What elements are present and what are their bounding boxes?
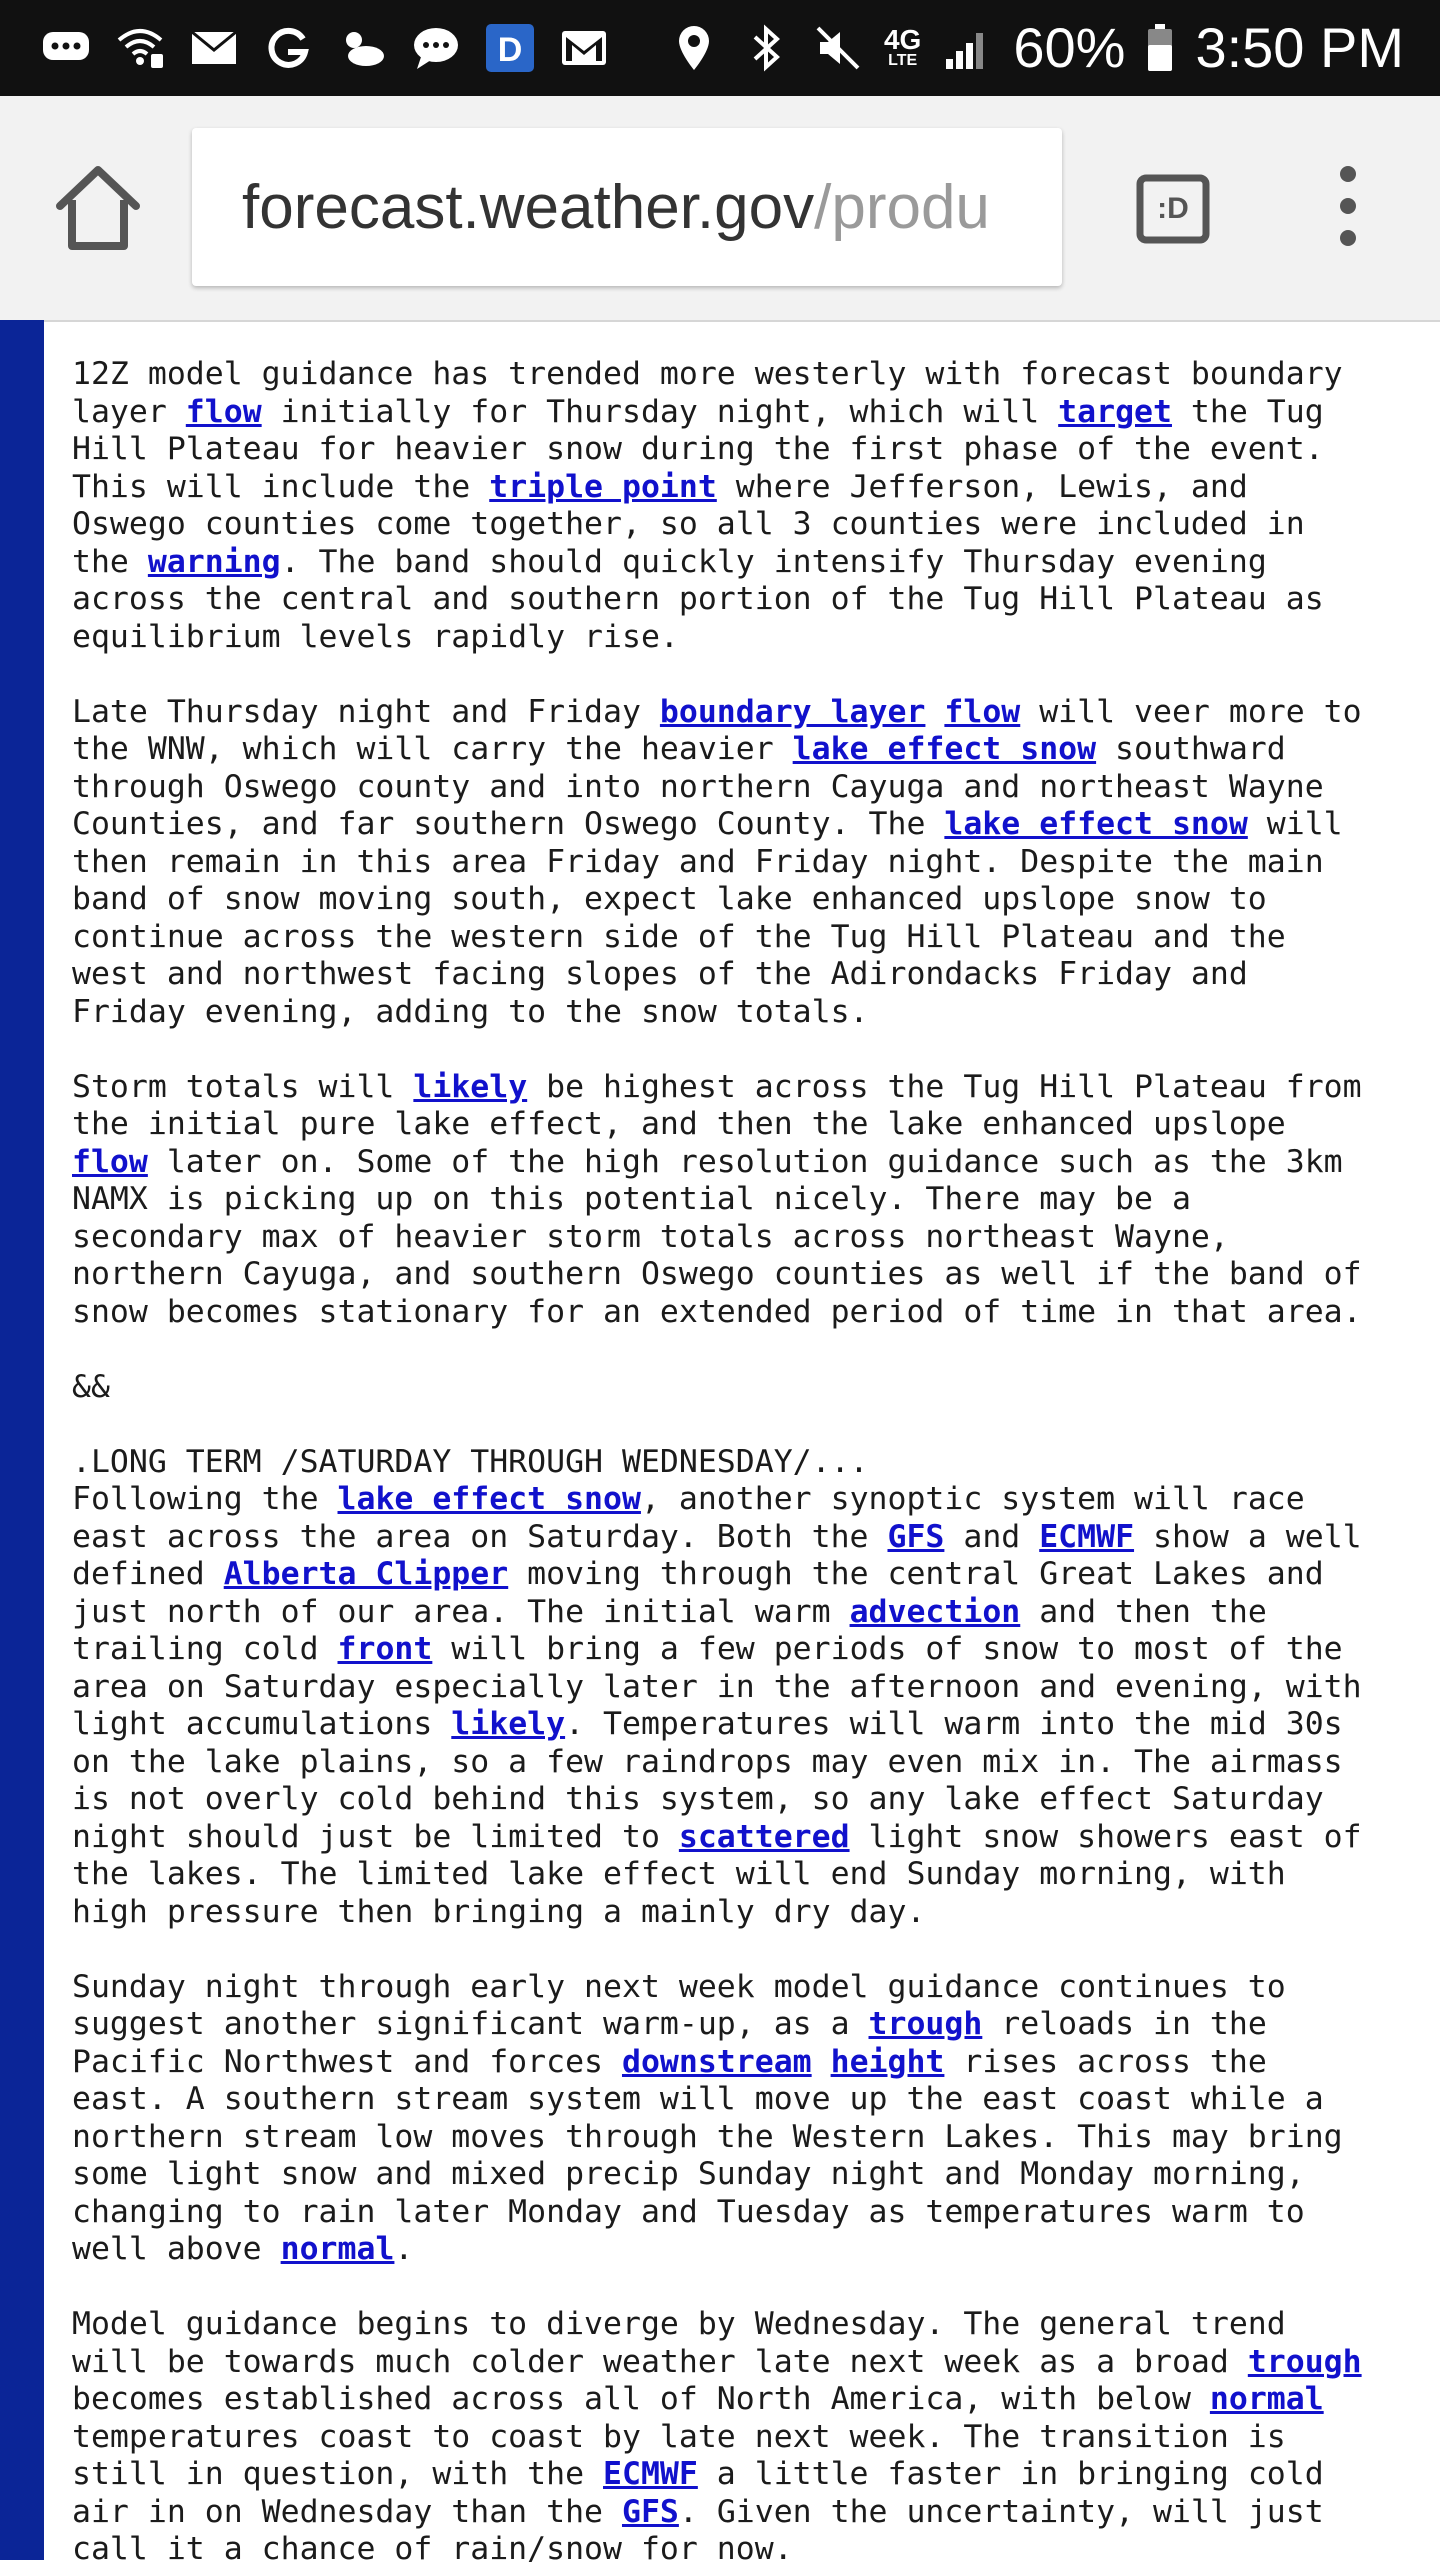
glossary-link[interactable]: ECMWF <box>1039 1518 1135 1555</box>
text-segment: still in question, with the <box>72 2456 604 2492</box>
glossary-link[interactable]: flow <box>72 1143 148 1180</box>
message-icon <box>40 22 92 74</box>
status-bar <box>0 0 1440 96</box>
text-line <box>72 506 1432 544</box>
glossary-link[interactable]: GFS <box>887 1518 945 1555</box>
text-line <box>72 919 1432 957</box>
text-segment: across the central and southern portion of the Tug Hill Plateau as <box>72 581 1324 617</box>
text-segment: and <box>944 1518 1040 1555</box>
home-icon <box>50 160 146 256</box>
text-segment: defined <box>72 1556 224 1592</box>
network-label: 4G <box>883 24 922 55</box>
text-segment: will be towards much colder weather late next week as a broad <box>72 2343 1248 2380</box>
text-segment: temperatures coast to coast by late next week. The transition is <box>72 2418 1286 2455</box>
text-segment: rises across the <box>944 2043 1267 2080</box>
glossary-link[interactable]: likely <box>413 1068 528 1105</box>
text-segment <box>925 694 944 730</box>
text-line <box>72 581 1432 619</box>
text-segment: Pacific Northwest and forces <box>72 2043 622 2080</box>
text-segment: well above <box>72 2231 281 2267</box>
glossary-link[interactable]: boundary layer <box>659 693 926 730</box>
text-segment: the WNW, which will carry the heavier <box>72 731 793 767</box>
glossary-link[interactable]: lake effect snow <box>944 806 1248 842</box>
url-host: forecast.weather.gov <box>242 173 815 242</box>
more-vertical-icon <box>1320 156 1376 256</box>
url-text <box>242 173 990 243</box>
paragraph <box>72 694 1432 1032</box>
text-segment: east across the area on Saturday. Both the <box>72 1518 888 1555</box>
glossary-link[interactable]: lake effect snow <box>792 731 1097 767</box>
home-button[interactable] <box>50 160 146 256</box>
text-segment: some light snow and mixed precip Sunday night and Monday morning, <box>72 2156 1305 2192</box>
text-segment: This will include the <box>72 468 490 505</box>
text-segment: be highest across the Tug Hill Plateau from <box>527 1068 1362 1105</box>
text-segment: light snow showers east of <box>849 1818 1362 1855</box>
glossary-link[interactable]: likely <box>451 1706 566 1742</box>
location-icon <box>668 22 720 74</box>
text-line <box>72 2194 1432 2232</box>
text-segment: && <box>72 1368 110 1405</box>
text-segment: reloads in the <box>982 2006 1267 2042</box>
text-line <box>72 1444 1432 1482</box>
text-line <box>72 1519 1432 1557</box>
glossary-link[interactable]: Alberta Clipper <box>223 1556 509 1592</box>
text-segment: . Temperatures will warm into the mid 30s <box>565 1706 1343 1742</box>
text-segment: Late Thursday night and Friday <box>72 693 660 730</box>
paragraph <box>72 1444 1432 1932</box>
text-segment: equilibrium levels rapidly rise. <box>72 618 679 655</box>
svg-text:D: D <box>497 31 523 69</box>
overflow-menu-button[interactable] <box>1320 156 1376 256</box>
text-line <box>72 2494 1432 2532</box>
glossary-link[interactable]: front <box>337 1631 433 1667</box>
text-segment: a little faster in bringing cold <box>697 2456 1324 2492</box>
text-segment: night should just be limited to <box>72 1818 679 1855</box>
text-line <box>72 544 1432 582</box>
forecast-discussion-text <box>72 356 1432 2569</box>
text-line <box>72 1144 1432 1182</box>
paragraph-gap <box>72 2269 1432 2307</box>
text-segment: . <box>394 2231 414 2267</box>
text-line <box>72 2156 1432 2194</box>
text-segment: Counties, and far southern Oswego County. The <box>72 806 945 842</box>
text-line <box>72 2381 1432 2419</box>
text-line <box>72 1481 1432 1519</box>
tab-switcher-button[interactable] <box>1136 174 1210 244</box>
text-segment: southward <box>1096 731 1286 767</box>
text-line <box>72 1069 1432 1107</box>
text-line <box>72 769 1432 807</box>
weather-icon <box>336 22 388 74</box>
text-segment: .LONG TERM /SATURDAY THROUGH WEDNESDAY/... <box>72 1443 869 1480</box>
text-segment: will veer more to <box>1020 693 1362 730</box>
text-line <box>72 2006 1432 2044</box>
signal-icon <box>941 22 993 74</box>
paragraph-gap <box>72 1931 1432 1969</box>
text-segment: later on. Some of the high resolution guidance such as the 3km <box>147 1143 1343 1180</box>
text-segment: Hill Plateau for heavier snow during the first phase of the event. <box>72 431 1324 467</box>
battery-icon <box>1145 22 1175 74</box>
text-line <box>72 1669 1432 1707</box>
text-segment: trailing cold <box>72 1631 338 1667</box>
battery-percent: 60% <box>1013 16 1126 79</box>
text-line <box>72 1181 1432 1219</box>
glossary-link[interactable]: warning <box>147 543 281 580</box>
text-line <box>72 806 1432 844</box>
network-sublabel: LTE <box>888 52 918 69</box>
text-segment: NAMX is picking up on this potential nicely. There may be a <box>72 1181 1191 1217</box>
text-line <box>72 619 1432 657</box>
text-line <box>72 1556 1432 1594</box>
text-segment: call it a chance of rain/snow for now. <box>72 2531 793 2567</box>
mail-icon <box>188 22 240 74</box>
text-segment: Following the <box>72 1481 338 1517</box>
text-segment: snow becomes stationary for an extended period of time in that area. <box>72 1293 1362 1330</box>
glossary-link[interactable]: normal <box>1209 2381 1324 2417</box>
text-line <box>72 1969 1432 2007</box>
browser-toolbar <box>0 96 1440 322</box>
text-line <box>72 2456 1432 2494</box>
text-line <box>72 2531 1432 2569</box>
text-line <box>72 1106 1432 1144</box>
text-segment: initially for Thursday night, which will <box>261 393 1059 430</box>
paragraph <box>72 356 1432 656</box>
glossary-link[interactable]: ECMWF <box>603 2456 698 2492</box>
paragraph-gap <box>72 1331 1432 1369</box>
text-segment: show a well <box>1134 1518 1362 1555</box>
chat-icon <box>410 22 462 74</box>
network-type <box>883 24 922 69</box>
text-segment: northern Cayuga, and southern Oswego counties as well if the band of <box>72 1256 1362 1292</box>
paragraph <box>72 1369 1432 1407</box>
text-line <box>72 994 1432 1032</box>
text-line <box>72 356 1432 394</box>
text-segment: and then the <box>1020 1593 1267 1630</box>
text-line <box>72 694 1432 732</box>
text-segment: on the lake plains, so a few raindrops may even mix in. The airmass <box>72 1743 1343 1780</box>
left-nav-bar <box>0 320 44 2560</box>
glossary-link[interactable]: normal <box>280 2231 395 2267</box>
text-segment: . Given the uncertainty, will just <box>678 2493 1324 2530</box>
gmail-icon <box>558 22 610 74</box>
text-line <box>72 881 1432 919</box>
text-segment: . The band should quickly intensify Thursday evening <box>280 543 1267 580</box>
text-segment: east. A southern stream system will move up the east coast while a <box>72 2081 1324 2117</box>
glossary-link[interactable]: height <box>830 2043 945 2080</box>
text-line <box>72 1856 1432 1894</box>
text-segment: band of snow moving south, expect lake enhanced upslope snow to <box>72 881 1267 917</box>
text-line <box>72 1706 1432 1744</box>
text-line <box>72 2344 1432 2382</box>
text-segment: secondary max of heavier storm totals across northeast Wayne, <box>72 1218 1229 1255</box>
glossary-link[interactable]: GFS <box>621 2493 679 2530</box>
text-segment: through Oswego county and into northern Cayuga and northeast Wayne <box>72 768 1324 805</box>
text-line <box>72 1631 1432 1669</box>
text-line <box>72 469 1432 507</box>
text-segment: , another synoptic system will race <box>640 1481 1305 1517</box>
url-path: /produ <box>814 173 990 242</box>
text-segment: changing to rain later Monday and Tuesday as temperatures warm to <box>72 2193 1305 2230</box>
text-segment: Friday evening, adding to the snow totals. <box>72 993 869 1030</box>
text-segment: the lakes. The limited lake effect will end Sunday morning, with <box>72 1856 1286 1892</box>
text-line <box>72 1369 1432 1407</box>
mute-icon <box>812 22 864 74</box>
text-segment: suggest another significant warm-up, as a <box>72 2006 869 2042</box>
text-segment: is not overly cold behind this system, so any lake effect Saturday <box>72 1781 1324 1817</box>
address-bar[interactable] <box>192 128 1062 286</box>
text-segment: moving through the central Great Lakes and <box>508 1556 1324 1592</box>
text-segment: west and northwest facing slopes of the Adirondacks Friday and <box>72 956 1248 992</box>
glossary-link[interactable]: advection <box>849 1593 1021 1630</box>
clock: 3:50 PM <box>1195 16 1404 79</box>
glossary-link[interactable]: triple point <box>489 468 717 505</box>
glossary-link[interactable]: flow <box>944 693 1021 730</box>
system-icons <box>668 16 1404 79</box>
text-segment: will bring a few periods of snow to most of the <box>432 1631 1343 1667</box>
text-segment: air in on Wednesday than the <box>72 2493 622 2530</box>
glossary-link[interactable]: flow <box>185 393 262 430</box>
notification-icons <box>40 20 610 76</box>
google-icon <box>262 22 314 74</box>
text-line <box>72 1894 1432 1932</box>
text-segment: layer <box>72 393 186 430</box>
text-line <box>72 956 1432 994</box>
text-line <box>72 2044 1432 2082</box>
glossary-link[interactable]: trough <box>868 2006 983 2042</box>
text-segment: Model guidance begins to diverge by Wednesday. The general trend <box>72 2306 1286 2342</box>
paragraph-gap <box>72 1406 1432 1444</box>
text-segment: the initial pure lake effect, and then the lake enhanced upslope <box>72 1106 1286 1142</box>
text-line <box>72 1256 1432 1294</box>
wifi-call-icon <box>114 22 166 74</box>
text-segment: Storm totals will <box>72 1068 414 1105</box>
text-line <box>72 844 1432 882</box>
glossary-link[interactable]: lake effect snow <box>337 1481 641 1517</box>
text-line <box>72 431 1432 469</box>
text-line <box>72 1219 1432 1257</box>
text-segment: then remain in this area Friday and Friday night. Despite the main <box>72 843 1324 880</box>
text-line <box>72 2081 1432 2119</box>
text-segment: area on Saturday especially later in the afternoon and evening, with <box>72 1668 1362 1705</box>
text-line <box>72 2231 1432 2269</box>
text-segment: becomes established across all of North America, with below <box>72 2381 1210 2417</box>
text-segment: the <box>72 543 148 580</box>
text-segment: northern stream low moves through the Western Lakes. This may bring <box>72 2118 1343 2155</box>
bluetooth-icon <box>740 22 792 74</box>
text-segment: will <box>1247 806 1343 842</box>
text-segment: just north of our area. The initial warm <box>72 1593 850 1630</box>
text-line <box>72 2419 1432 2457</box>
text-segment: the Tug <box>1171 393 1324 430</box>
tab-switcher-label: :D <box>1157 192 1189 225</box>
d-app-icon <box>484 22 536 74</box>
text-line <box>72 1744 1432 1782</box>
text-line <box>72 394 1432 432</box>
text-segment: light accumulations <box>72 1706 452 1742</box>
text-line <box>72 2119 1432 2157</box>
text-line <box>72 1781 1432 1819</box>
paragraph <box>72 2306 1432 2569</box>
text-segment: 12Z model guidance has trended more westerly with forecast boundary <box>72 356 1343 392</box>
glossary-link[interactable]: downstream <box>621 2043 812 2080</box>
text-line <box>72 2306 1432 2344</box>
glossary-link[interactable]: trough <box>1247 2343 1362 2380</box>
text-line <box>72 1594 1432 1632</box>
glossary-link[interactable]: scattered <box>678 1818 850 1855</box>
paragraph-gap <box>72 656 1432 694</box>
text-line <box>72 1819 1432 1857</box>
glossary-link[interactable]: target <box>1058 393 1172 430</box>
text-segment: Sunday night through early next week model guidance continues to <box>72 1968 1286 2005</box>
text-segment: Oswego counties come together, so all 3 counties were included in <box>72 506 1305 542</box>
text-segment: continue across the western side of the Tug Hill Plateau and the <box>72 918 1286 955</box>
text-line <box>72 731 1432 769</box>
paragraph <box>72 1969 1432 2269</box>
paragraph-gap <box>72 1031 1432 1069</box>
paragraph <box>72 1069 1432 1332</box>
text-segment: high pressure then bringing a mainly dry day. <box>72 1893 926 1930</box>
text-line <box>72 1294 1432 1332</box>
text-segment <box>812 2044 831 2080</box>
text-segment: where Jefferson, Lewis, and <box>716 468 1248 505</box>
